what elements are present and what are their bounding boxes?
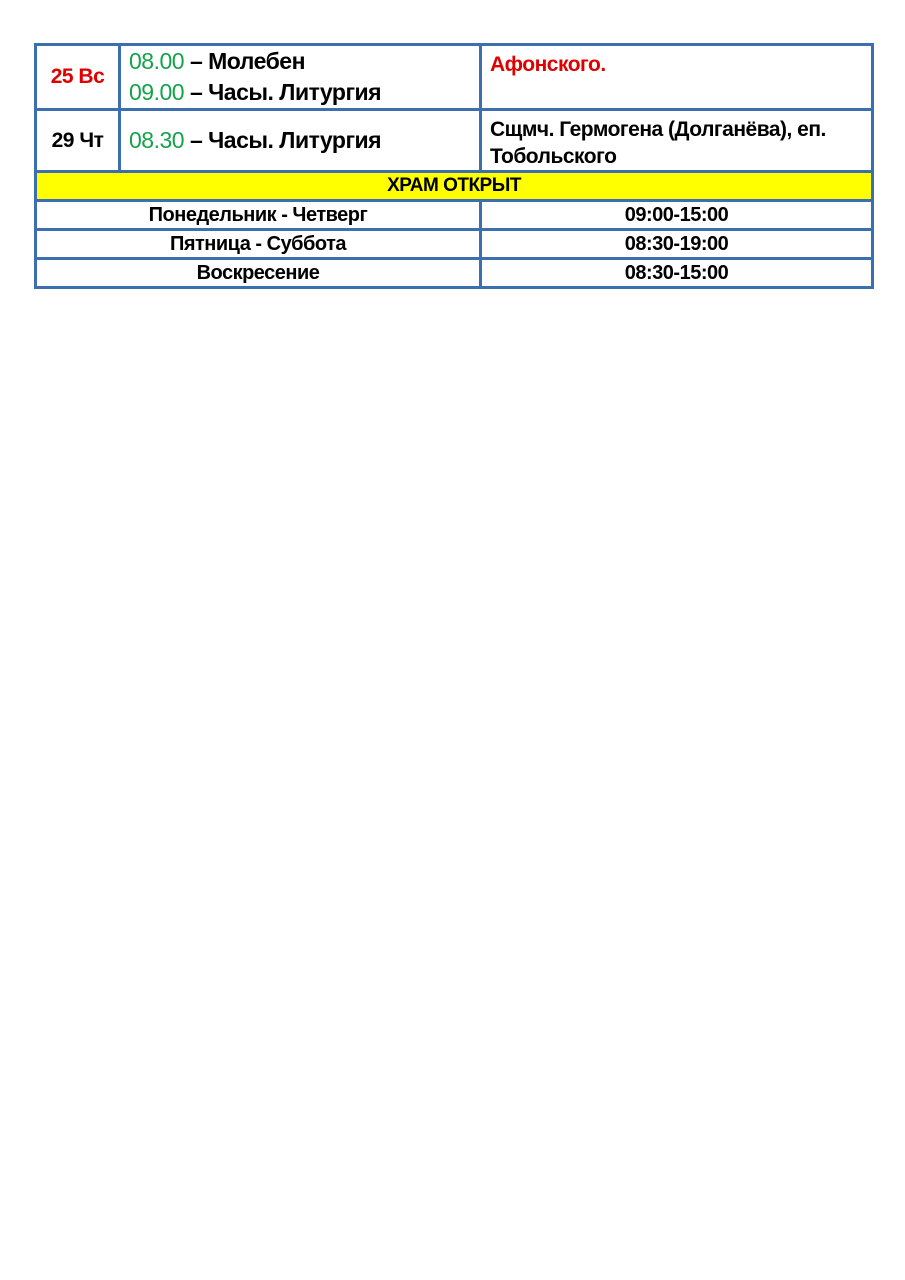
service-line <box>129 46 479 77</box>
service-day: 25 Вс <box>36 45 120 110</box>
church-open-banner: ХРАМ ОТКРЫТ <box>36 172 873 201</box>
feast-name: Афонского. <box>481 45 873 110</box>
hours-row <box>36 230 873 259</box>
service-times <box>120 110 481 172</box>
hours-row <box>36 201 873 230</box>
service-row <box>36 45 873 110</box>
service-row <box>36 110 873 172</box>
service-time: 08.00 <box>129 48 185 74</box>
service-time: 08.30 <box>129 127 185 153</box>
hours-time: 08:30-15:00 <box>481 259 873 288</box>
hours-days: Понедельник - Четверг <box>36 201 481 230</box>
hours-days: Пятница - Суббота <box>36 230 481 259</box>
service-line <box>129 125 479 156</box>
service-line <box>129 77 479 108</box>
service-time: 09.00 <box>129 79 185 105</box>
service-title: – Молебен <box>184 48 305 74</box>
banner-row <box>36 172 873 201</box>
hours-row <box>36 259 873 288</box>
service-title: – Часы. Литургия <box>184 79 382 105</box>
service-day: 29 Чт <box>36 110 120 172</box>
feast-name: Сщмч. Гермогена (Долганёва), еп. Тобольского <box>481 110 873 172</box>
schedule-table <box>34 43 874 289</box>
hours-time: 08:30-19:00 <box>481 230 873 259</box>
hours-time: 09:00-15:00 <box>481 201 873 230</box>
hours-days: Воскресение <box>36 259 481 288</box>
service-times <box>120 45 481 110</box>
service-title: – Часы. Литургия <box>184 127 382 153</box>
